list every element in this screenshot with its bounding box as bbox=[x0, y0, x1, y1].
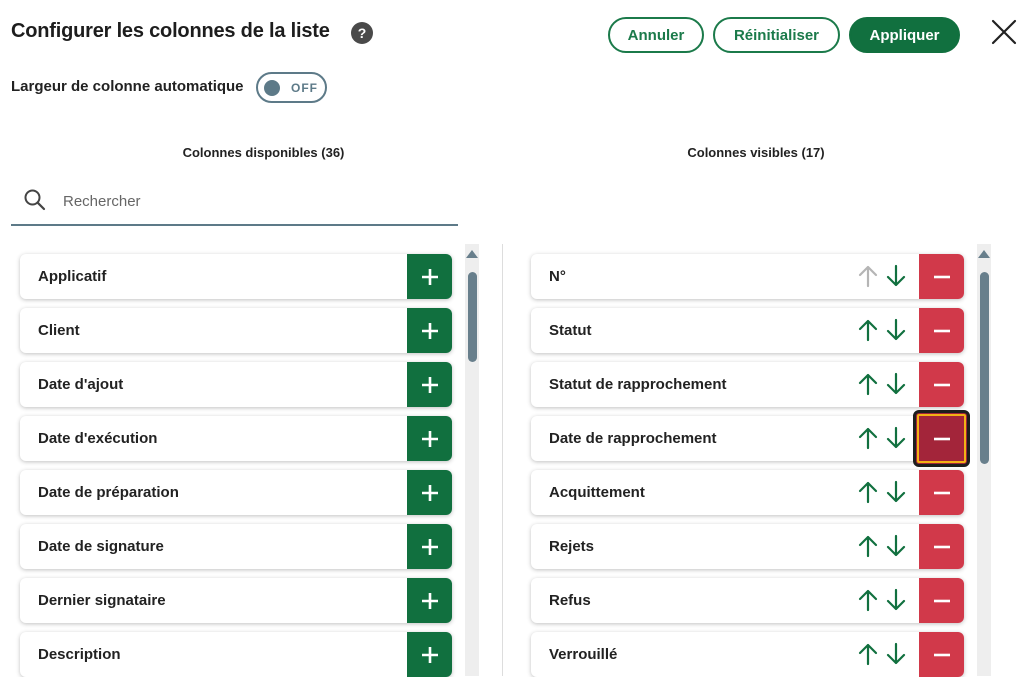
visible-item-label: Statut de rapprochement bbox=[549, 376, 727, 393]
visible-scrollbar[interactable] bbox=[977, 244, 991, 676]
toggle-knob bbox=[264, 80, 280, 96]
move-down-icon[interactable] bbox=[884, 263, 908, 289]
auto-width-toggle[interactable] bbox=[256, 72, 327, 103]
minus-icon bbox=[933, 545, 951, 549]
plus-icon bbox=[420, 321, 440, 341]
minus-icon bbox=[933, 275, 951, 279]
visible-item-label: Verrouillé bbox=[549, 646, 618, 663]
add-column-button[interactable] bbox=[407, 578, 452, 623]
available-item-label: Dernier signataire bbox=[38, 592, 166, 609]
move-down-icon[interactable] bbox=[884, 479, 908, 505]
move-up-icon[interactable] bbox=[856, 533, 880, 559]
plus-icon bbox=[420, 429, 440, 449]
available-item bbox=[20, 254, 452, 299]
minus-icon bbox=[933, 437, 951, 441]
available-item-label: Applicatif bbox=[38, 268, 107, 285]
visible-item bbox=[531, 308, 964, 353]
close-icon[interactable] bbox=[990, 18, 1018, 46]
plus-icon bbox=[420, 645, 440, 665]
available-item bbox=[20, 632, 452, 677]
minus-icon bbox=[933, 599, 951, 603]
remove-column-button[interactable] bbox=[919, 308, 964, 353]
move-up-icon[interactable] bbox=[856, 425, 880, 451]
scroll-up-icon[interactable] bbox=[978, 250, 990, 258]
toggle-state: OFF bbox=[291, 81, 318, 95]
available-item-label: Description bbox=[38, 646, 121, 663]
move-down-icon[interactable] bbox=[884, 641, 908, 667]
available-item bbox=[20, 578, 452, 623]
move-down-icon[interactable] bbox=[884, 425, 908, 451]
remove-column-button[interactable] bbox=[919, 362, 964, 407]
add-column-button[interactable] bbox=[407, 362, 452, 407]
move-up-icon[interactable] bbox=[856, 371, 880, 397]
remove-column-button[interactable] bbox=[919, 632, 964, 677]
available-item-label: Client bbox=[38, 322, 80, 339]
auto-width-label: Largeur de colonne automatique bbox=[11, 78, 244, 95]
minus-icon bbox=[933, 329, 951, 333]
add-column-button[interactable] bbox=[407, 308, 452, 353]
scroll-thumb[interactable] bbox=[468, 272, 477, 362]
remove-column-button[interactable] bbox=[919, 524, 964, 569]
visible-item-label: Statut bbox=[549, 322, 592, 339]
move-down-icon[interactable] bbox=[884, 317, 908, 343]
visible-item bbox=[531, 524, 964, 569]
visible-item bbox=[531, 254, 964, 299]
move-down-icon[interactable] bbox=[884, 587, 908, 613]
visible-item bbox=[531, 578, 964, 623]
move-up-icon[interactable] bbox=[856, 479, 880, 505]
plus-icon bbox=[420, 483, 440, 503]
visible-item-label: Acquittement bbox=[549, 484, 645, 501]
available-item-label: Date de préparation bbox=[38, 484, 179, 501]
column-divider bbox=[502, 244, 503, 676]
dialog-title: Configurer les colonnes de la liste bbox=[11, 20, 330, 42]
move-up-icon[interactable] bbox=[856, 317, 880, 343]
available-item bbox=[20, 524, 452, 569]
plus-icon bbox=[420, 537, 440, 557]
move-up-icon[interactable] bbox=[856, 587, 880, 613]
visible-item-label: Date de rapprochement bbox=[549, 430, 717, 447]
plus-icon bbox=[420, 375, 440, 395]
plus-icon bbox=[420, 267, 440, 287]
minus-icon bbox=[933, 491, 951, 495]
remove-column-button-focused[interactable] bbox=[913, 410, 970, 467]
help-icon[interactable]: ? bbox=[351, 22, 373, 44]
visible-item-label: N° bbox=[549, 268, 566, 285]
add-column-button[interactable] bbox=[407, 632, 452, 677]
available-item-label: Date d'exécution bbox=[38, 430, 158, 447]
visible-item bbox=[531, 362, 964, 407]
available-item bbox=[20, 416, 452, 461]
move-up-icon[interactable] bbox=[856, 641, 880, 667]
scroll-up-icon[interactable] bbox=[466, 250, 478, 258]
available-columns-heading: Colonnes disponibles (36) bbox=[182, 145, 345, 160]
add-column-button[interactable] bbox=[407, 470, 452, 515]
add-column-button[interactable] bbox=[407, 254, 452, 299]
plus-icon bbox=[420, 591, 440, 611]
cancel-button[interactable]: Annuler bbox=[608, 17, 704, 53]
available-item-label: Date d'ajout bbox=[38, 376, 124, 393]
available-item bbox=[20, 362, 452, 407]
visible-item bbox=[531, 470, 964, 515]
search-input[interactable] bbox=[61, 186, 445, 216]
remove-column-button[interactable] bbox=[919, 254, 964, 299]
visible-item bbox=[531, 416, 919, 461]
available-scrollbar[interactable] bbox=[465, 244, 479, 676]
search-field bbox=[11, 178, 458, 226]
move-down-icon[interactable] bbox=[884, 533, 908, 559]
move-down-icon[interactable] bbox=[884, 371, 908, 397]
visible-item bbox=[531, 632, 964, 677]
available-item bbox=[20, 470, 452, 515]
visible-item-label: Refus bbox=[549, 592, 591, 609]
available-item bbox=[20, 308, 452, 353]
add-column-button[interactable] bbox=[407, 416, 452, 461]
add-column-button[interactable] bbox=[407, 524, 452, 569]
scroll-thumb[interactable] bbox=[980, 272, 989, 464]
remove-column-button[interactable] bbox=[919, 578, 964, 623]
visible-item-label: Rejets bbox=[549, 538, 595, 555]
apply-button[interactable]: Appliquer bbox=[849, 17, 960, 53]
available-item-label: Date de signature bbox=[38, 538, 164, 555]
search-icon bbox=[23, 188, 47, 217]
move-up-icon bbox=[856, 263, 880, 289]
visible-columns-heading: Colonnes visibles (17) bbox=[687, 145, 825, 160]
reset-button[interactable]: Réinitialiser bbox=[713, 17, 840, 53]
remove-column-button[interactable] bbox=[919, 470, 964, 515]
minus-icon bbox=[933, 653, 951, 657]
minus-icon bbox=[933, 383, 951, 387]
